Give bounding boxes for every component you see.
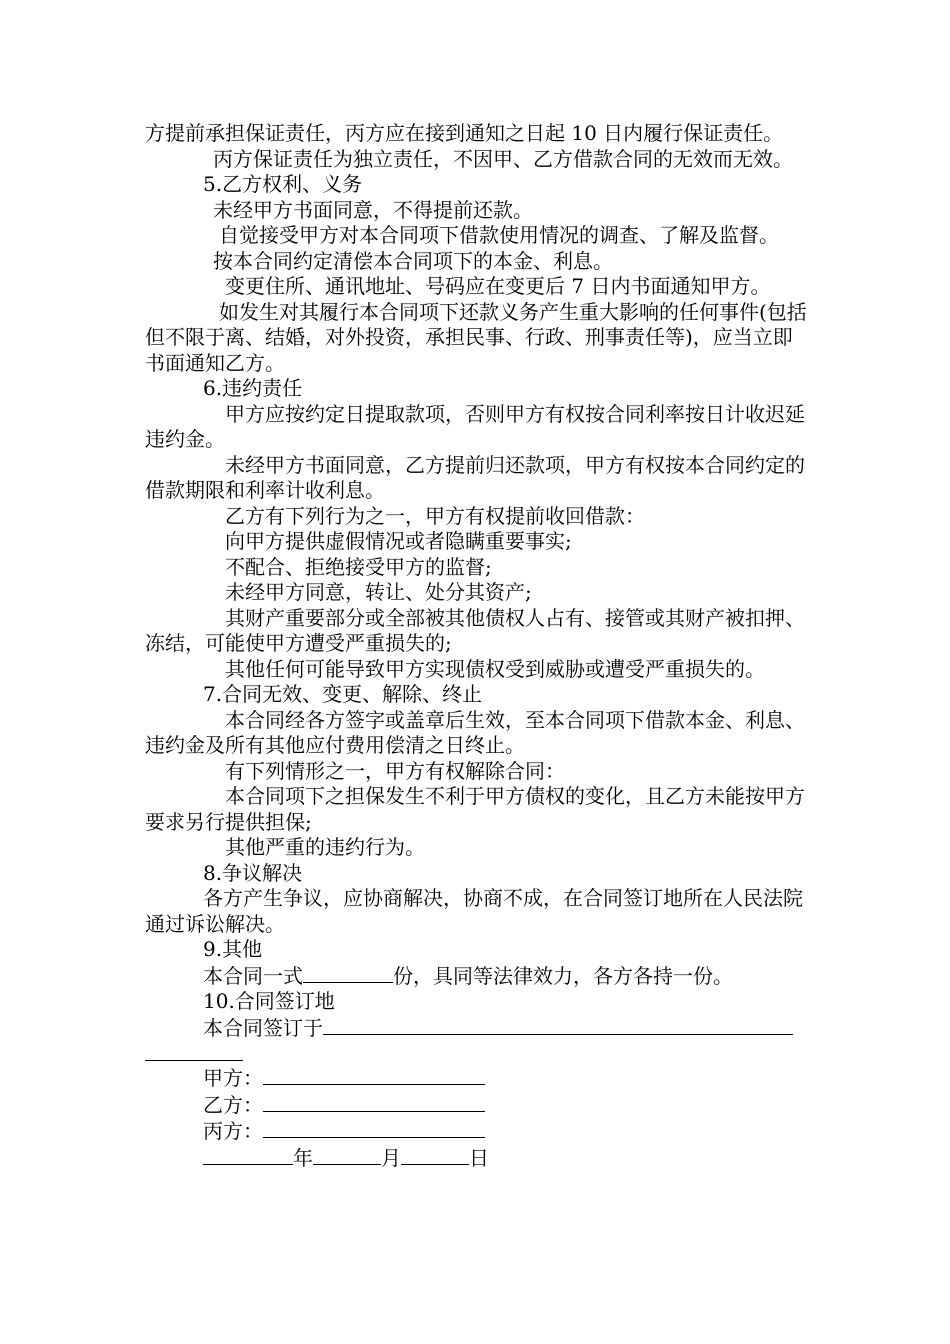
- signature-party-b: [145, 1092, 810, 1119]
- party-c-signature-blank[interactable]: [263, 1118, 485, 1138]
- signature-party-c: [145, 1118, 810, 1145]
- paragraph: 乙方有下列行为之一，甲方有权提前收回借款：: [225, 503, 645, 528]
- paragraph: 丙方保证责任为独立责任，不因甲、乙方借款合同的无效而无效。: [213, 146, 793, 171]
- paragraph: 变更住所、通讯地址、号码应在变更后 7 日内书面通知甲方。: [225, 274, 771, 298]
- contract-page: [145, 121, 810, 1171]
- copies-blank[interactable]: [303, 963, 393, 983]
- signing-place-line: [145, 1015, 810, 1042]
- paragraph: 本合同项下之担保发生不利于甲方债权的变化，且乙方未能按甲方要求另行提供担保;: [145, 784, 805, 834]
- party-a-label: 甲方：: [203, 1066, 263, 1090]
- paragraph: 各方产生争议，应协商解决，协商不成，在合同签订地所在人民法院通过诉讼解决。: [145, 886, 803, 936]
- copies-text-before: 本合同一式: [203, 963, 303, 988]
- party-a-signature-blank[interactable]: [263, 1065, 485, 1085]
- paragraph: 本合同经各方签字或盖章后生效，至本合同项下借款本金、利息、违约金及所有其他应付费用偿清之日终止。: [145, 707, 805, 757]
- section-heading-6: 6.违约责任: [203, 376, 303, 400]
- month-label: 月: [381, 1145, 401, 1170]
- section-heading-8: 8.争议解决: [203, 860, 303, 885]
- signature-party-a: [145, 1065, 810, 1092]
- signing-place-blank[interactable]: [323, 1015, 793, 1035]
- paragraph: 甲方应按约定日提取款项，否则甲方有权按合同利率按日计收迟延违约金。: [145, 401, 805, 451]
- section-heading-7: 7.合同无效、变更、解除、终止: [203, 682, 483, 706]
- paragraph: 其他严重的违约行为。: [225, 835, 425, 859]
- day-label: 日: [469, 1145, 489, 1170]
- paragraph: 未经甲方书面同意，不得提前还款。: [213, 197, 533, 222]
- date-line: [145, 1145, 810, 1172]
- party-b-label: 乙方：: [203, 1092, 263, 1117]
- section-heading-10: 10.合同签订地: [203, 989, 335, 1013]
- signing-place-blank-continued[interactable]: [145, 1041, 243, 1061]
- paragraph: 未经甲方同意，转让、处分其资产;: [225, 580, 532, 604]
- year-blank[interactable]: [203, 1145, 293, 1165]
- party-c-label: 丙方：: [203, 1119, 263, 1143]
- paragraph: 向甲方提供虚假情况或者隐瞒重要事实;: [225, 529, 572, 553]
- paragraph: 按本合同约定清偿本合同项下的本金、利息。: [213, 248, 613, 273]
- copies-line: [145, 963, 810, 990]
- year-label: 年: [293, 1145, 313, 1170]
- paragraph: 有下列情形之一，甲方有权解除合同：: [225, 758, 565, 783]
- paragraph: 不配合、拒绝接受甲方的监督;: [225, 554, 492, 579]
- paragraph: 方提前承担保证责任，丙方应在接到通知之日起 10 日内履行保证责任。: [145, 121, 784, 145]
- signing-place-label: 本合同签订于: [203, 1015, 323, 1040]
- paragraph: 其财产重要部分或全部被其他债权人占有、接管或其财产被扣押、冻结，可能使甲方遭受严重损失的;: [145, 605, 805, 655]
- paragraph: 自觉接受甲方对本合同项下借款使用情况的调查、了解及监督。: [219, 223, 779, 247]
- section-heading-5: 5.乙方权利、义务: [203, 172, 363, 196]
- month-blank[interactable]: [313, 1145, 381, 1165]
- section-heading-9: 9.其他: [203, 937, 263, 961]
- party-b-signature-blank[interactable]: [263, 1092, 485, 1112]
- paragraph: 未经甲方书面同意，乙方提前归还款项，甲方有权按本合同约定的借款期限和利率计收利息。: [145, 452, 805, 502]
- paragraph: 其他任何可能导致甲方实现债权受到威胁或遭受严重损失的。: [225, 656, 765, 681]
- copies-text-after: 份，具同等法律效力，各方各持一份。: [393, 963, 733, 988]
- day-blank[interactable]: [401, 1145, 469, 1165]
- paragraph: 如发生对其履行本合同项下还款义务产生重大影响的任何事件(包括但不限于离、结婚，对外投资，承担民事、行政、刑事责任等)，应当立即书面通知乙方。: [145, 299, 807, 375]
